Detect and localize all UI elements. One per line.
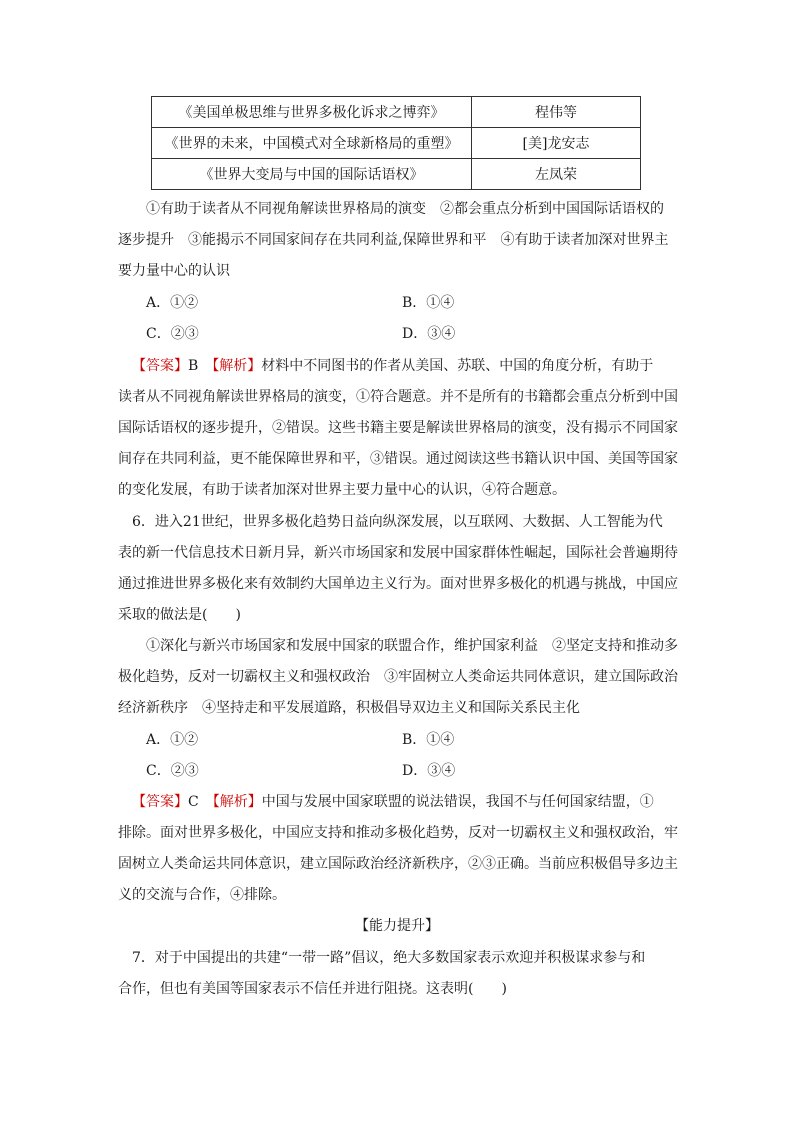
q6-option-d[interactable]: D．③④ <box>402 763 456 779</box>
q5-option-d[interactable]: D．③④ <box>402 326 456 342</box>
q6-stem-line: 通过推进世界多极化来有效制约大国单边主义行为。面对世界多极化的机遇与挑战，中国应 <box>118 576 678 592</box>
q6-analysis-line: 固树立人类命运共同体意识，建立国际政治经济新秩序，②③正确。当前应积极倡导多边主 <box>118 856 678 872</box>
q6-statement-line: 极化趋势，反对一切霸权主义和强权政治 ③牢固树立人类命运共同体意识，建立国际政治 <box>118 669 678 685</box>
answer-letter: B <box>188 358 213 374</box>
book-author: [美]龙安志 <box>472 128 641 159</box>
q6-stem-line: 6．进入21世纪，世界多极化趋势日益向纵深发展，以互联网、大数据、人工智能为代 <box>132 514 663 530</box>
q6-answer-line <box>132 792 654 812</box>
analysis-text: 中国与发展中国家联盟的说法错误，我国不与任何国家结盟，① <box>261 794 654 810</box>
q5-option-c[interactable]: C．②③ <box>146 326 199 342</box>
book-title: 《美国单极思维与世界多极化诉求之博弈》 <box>152 97 472 128</box>
table-row <box>152 128 641 159</box>
q5-statement-line: 逐步提升 ③能揭示不同国家间存在共同利益,保障世界和平 ④有助于读者加深对世界主 <box>118 232 669 248</box>
q6-analysis-line: 义的交流与合作，④排除。 <box>118 887 286 903</box>
q6-stem-line: 采取的做法是( ) <box>118 607 241 623</box>
book-author: 左凤荣 <box>472 159 641 190</box>
q6-option-a[interactable]: A．①② <box>146 732 199 748</box>
q6-option-c[interactable]: C．②③ <box>146 763 199 779</box>
q6-analysis-line: 排除。面对世界多极化，中国应支持和推动多极化趋势，反对一切霸权主义和强权政治，牢 <box>118 825 678 841</box>
q5-statement-line: 要力量中心的认识 <box>118 263 230 279</box>
q5-analysis-line: 读者从不同视角解读世界格局的演变，①符合题意。并不是所有的书籍都会重点分析到中国 <box>118 389 678 405</box>
answer-tag: 【答案】 <box>132 794 188 810</box>
q6-statement-line: 经济新秩序 ④坚持走和平发展道路，积极倡导双边主义和国际关系民主化 <box>118 700 580 716</box>
analysis-tag: 【解析】 <box>212 358 262 374</box>
table-row <box>152 97 641 128</box>
q5-analysis-line: 国际话语权的逐步提升，②错误。这些书籍主要是解读世界格局的演变，没有揭示不同国家 <box>118 420 678 436</box>
q5-option-a[interactable]: A．①② <box>146 295 199 311</box>
answer-letter: C <box>188 794 213 810</box>
book-title: 《世界的未来，中国模式对全球新格局的重塑》 <box>152 128 472 159</box>
book-table <box>151 96 641 190</box>
analysis-text: 材料中不同图书的作者从美国、苏联、中国的角度分析，有助于 <box>261 358 654 374</box>
q6-statement-line: ①深化与新兴市场国家和发展中国家的联盟合作，维护国家利益 ②坚定支持和推动多 <box>146 638 678 654</box>
analysis-tag: 【解析】 <box>212 794 262 810</box>
q5-analysis-line: 的变化发展，有助于读者加深对世界主要力量中心的认识，④符合题意。 <box>118 482 566 498</box>
q5-analysis-line: 间存在共同利益，更不能保障世界和平，③错误。通过阅读这些书籍认识中国、美国等国家 <box>118 451 678 467</box>
answer-tag: 【答案】 <box>132 358 188 374</box>
q6-option-b[interactable]: B．①④ <box>402 732 455 748</box>
book-title: 《世界大变局与中国的国际话语权》 <box>152 159 472 190</box>
q7-stem-line: 合作，但也有美国等国家表示不信任并进行阻挠。这表明( ) <box>118 981 507 997</box>
q5-answer-line <box>132 356 653 376</box>
q7-stem-line: 7．对于中国提出的共建“一带一路”倡议，绝大多数国家表示欢迎并积极谋求参与和 <box>132 950 646 966</box>
table-row <box>152 159 641 190</box>
section-title: 【能力提升】 <box>355 918 439 934</box>
q6-stem-line: 表的新一代信息技术日新月异，新兴市场国家和发展中国家群体性崛起，国际社会普遍期待 <box>118 545 678 561</box>
q5-statement-line: ①有助于读者从不同视角解读世界格局的演变 ②都会重点分析到中国国际话语权的 <box>146 201 664 217</box>
book-author: 程伟等 <box>472 97 641 128</box>
q5-option-b[interactable]: B．①④ <box>402 295 455 311</box>
